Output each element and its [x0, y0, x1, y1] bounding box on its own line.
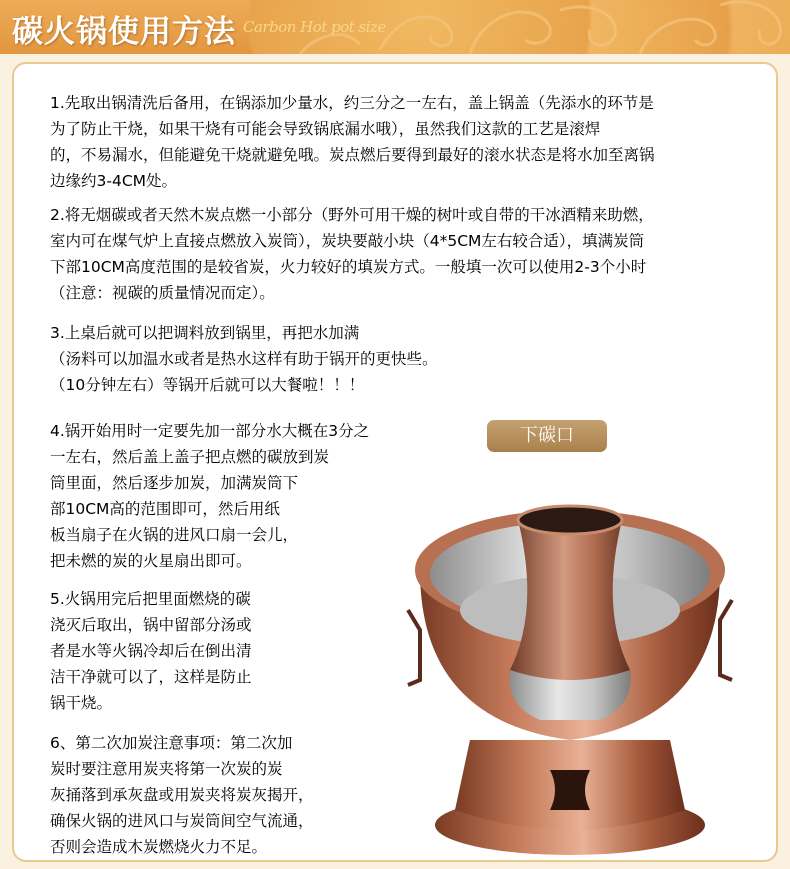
step-line: （注意：视碳的质量情况而定）。 [50, 284, 275, 302]
step-line: 的，不易漏水，但能避免干烧就避免哦。炭点燃后要得到最好的滚水状态是将水加至离锅 [50, 146, 655, 164]
step-3 [50, 320, 438, 398]
step-line: 一左右，然后盖上盖子把点燃的碳放到炭 [50, 448, 330, 466]
page-title: 碳火锅使用方法 [12, 14, 236, 50]
step-line: 边缘约3-4CM处。 [50, 172, 178, 190]
step-line: （10分钟左右）等锅开后就可以大餐啦！！！ [50, 376, 365, 394]
step-line: 下部10CM高度范围的是较省炭，火力较好的填炭方式。一般填一次可以使用2-3个小时 [50, 258, 647, 276]
step-1 [50, 90, 655, 194]
step-5 [50, 586, 252, 716]
copper-hot-pot-image [400, 490, 740, 860]
step-line: 为了防止干烧，如果干烧有可能会导致锅底漏水哦），虽然我们这款的工艺是滚焊 [50, 120, 601, 138]
step-line: 室内可在煤气炉上直接点燃放入炭筒），炭块要敲小块（4*5CM左右较合适），填满炭筒 [50, 232, 645, 250]
step-line: 板当扇子在火锅的进风口扇一会儿， [50, 526, 299, 544]
step-line: 5.火锅用完后把里面燃烧的碳 [50, 590, 251, 608]
vent-label-badge: 下碳口 [487, 420, 607, 452]
step-line: 灰捅落到承灰盘或用炭夹将炭灰揭开， [50, 786, 314, 804]
step-line: 者是水等火锅冷却后在倒出清 [50, 642, 252, 660]
step-line: 洁干净就可以了，这样是防止 [50, 668, 252, 686]
step-6 [50, 730, 314, 860]
step-line: 炭时要注意用炭夹将第一次炭的炭 [50, 760, 283, 778]
step-2 [50, 202, 654, 306]
step-4 [50, 418, 369, 574]
step-line: 否则会造成木炭燃烧火力不足。 [50, 838, 268, 856]
step-line: 浇灭后取出，锅中留部分汤或 [50, 616, 252, 634]
header-banner [0, 0, 790, 54]
step-line: 3.上桌后就可以把调料放到锅里，再把水加满 [50, 324, 360, 342]
step-line: 4.锅开始用时一定要先加一部分水大概在3分之 [50, 422, 370, 440]
step-line: 锅干烧。 [50, 694, 113, 712]
step-line: 2.将无烟碳或者天然木炭点燃一小部分（野外可用干燥的树叶或自带的干冰酒精来助燃， [50, 206, 654, 224]
step-line: 1.先取出锅清洗后备用，在锅添加少量水，约三分之一左右，盖上锅盖（先添水的环节是 [50, 94, 654, 112]
step-line: 筒里面，然后逐步加炭，加满炭筒下 [50, 474, 299, 492]
step-line: （汤料可以加温水或者是热水这样有助于锅开的更快些。 [50, 350, 438, 368]
page-subtitle: Carbon Hot pot size [243, 18, 386, 36]
step-line: 确保火锅的进风口与炭筒间空气流通， [50, 812, 314, 830]
step-line: 把未燃的炭的火星扇出即可。 [50, 552, 252, 570]
step-line: 部10CM高的范围即可，然后用纸 [50, 500, 280, 518]
step-line: 6、第二次加炭注意事项：第二次加 [50, 734, 293, 752]
